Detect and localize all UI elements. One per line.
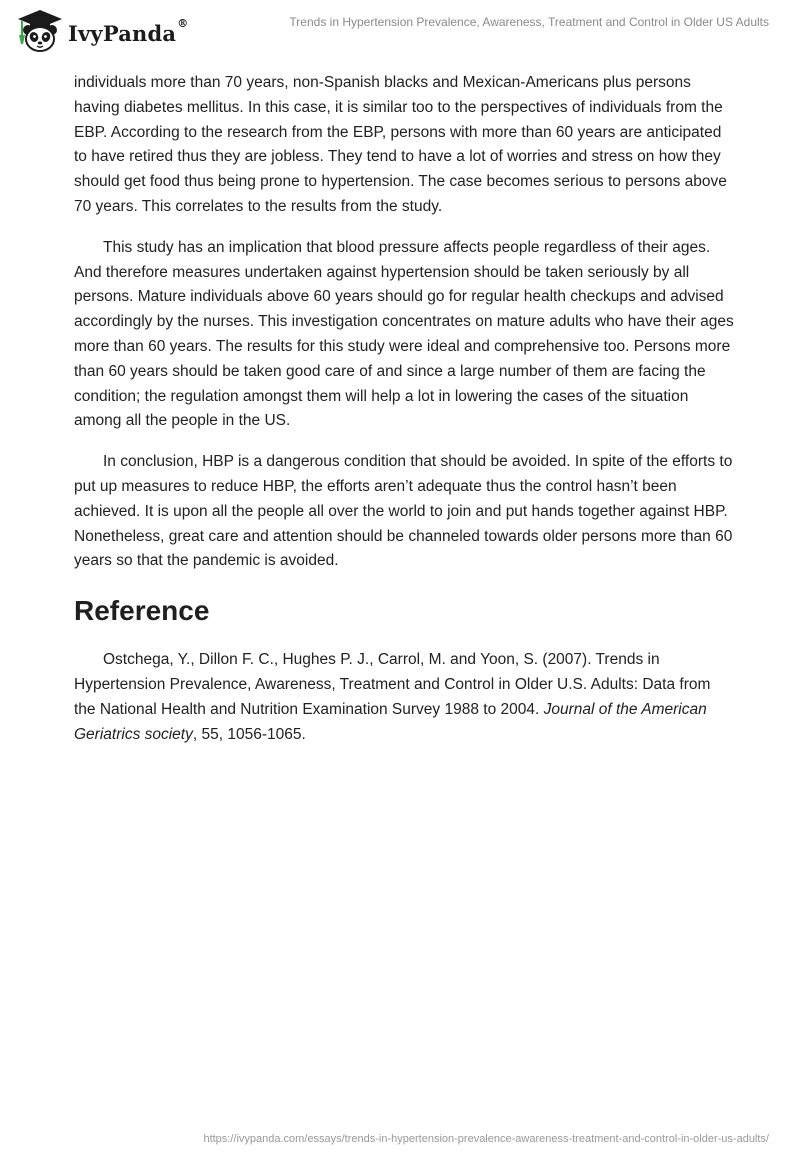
journal-title: Journal of the American Geriatrics society [74, 700, 707, 743]
page-header [0, 0, 800, 60]
logo-text: IvyPanda® [68, 16, 189, 46]
paragraph: This study has an implication that blood pressure affects people regardless of their ages. And therefore measures undertaken against hypertension should be taken seriously by all persons. Mature individuals above 60 years should go for regular health checkups and advised accordingly by the nurses. This investigation concentrates on mature adults who have their ages more than 60 years. The results for this study were ideal and comprehensive too. Persons more than 60 years should be taken good care of and since a large number of them are facing the condition; the regulation amongst them will help a lot in lowering the cases of the situation among all the people in the US. [74, 238, 734, 430]
document-title: Trends in Hypertension Prevalence, Awareness, Treatment and Control in Older US Adults [289, 15, 769, 29]
panda-graduate-icon [14, 8, 66, 54]
ivypanda-logo[interactable] [14, 8, 188, 54]
paragraph: individuals more than 70 years, non-Spanish blacks and Mexican-Americans plus persons having diabetes mellitus. In this case, it is similar too to the perspectives of individuals from the EBP. According to the research from the EBP, persons with more than 60 years are anticipated to have retired thus they are jobless. They tend to have a lot of worries and stress on how they should get food thus being prone to hypertension. The case becomes serious to persons above 70 years. This correlates to the results from the study. [74, 74, 727, 215]
registered-mark: ® [177, 16, 189, 30]
reference-details: , 55, 1056-1065. [192, 725, 306, 743]
paragraph: In conclusion, HBP is a dangerous condition that should be avoided. In spite of the efforts to put up measures to reduce HBP, the efforts aren’t adequate thus the control hasn’t been achieved. It is upon all the people all over the world to join and put hands together against HBP. Nonetheless, great care and attention should be channeled towards older persons more than 60 years so that the pandemic is avoided. [74, 453, 733, 570]
reference-heading: Reference [74, 595, 210, 627]
essay-body [74, 71, 734, 763]
source-url[interactable]: https://ivypanda.com/essays/trends-in-hypertension-prevalence-awareness-treatment-and-control-in-older-us-adults/ [203, 1133, 769, 1145]
reference-entry [74, 648, 734, 747]
reference-text: Ostchega, Y., Dillon F. C., Hughes P. J., Carrol, M. and Yoon, S. (2007). Trends in Hypertension Prevalence, Awareness, Treatment and Control in Older U.S. Adults: Data from the National Health and Nutrition Examination Survey 1988 to 2004. [74, 651, 711, 718]
